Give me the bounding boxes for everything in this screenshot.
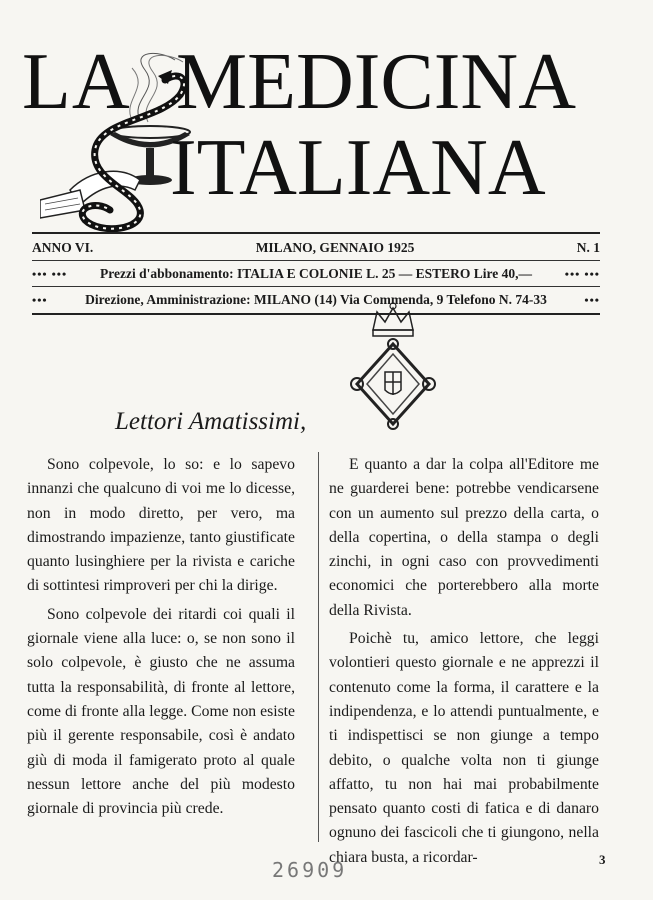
issue-info bbox=[32, 240, 600, 256]
article-heading: Lettori Amatissimi, bbox=[115, 408, 307, 435]
savoy-crown-knot-emblem-icon bbox=[345, 300, 441, 430]
paragraph: Sono colpevole, lo so: e lo sapevo innanzi che qualcuno di voi me lo dicesse, non in modo diretto, per vero, ma dimostrando impazienze, tanto giustificate quanto lusinghiere per la rivista e cariche di sottintesi rimproveri per chi la dirige. bbox=[27, 456, 295, 595]
ornament-dots: ••• bbox=[32, 293, 48, 307]
masthead-title-italiana: ITALIANA bbox=[170, 124, 546, 212]
rule-top bbox=[32, 232, 600, 234]
issue-number: N. 1 bbox=[576, 240, 600, 255]
office-text: Direzione, Amministrazione: MILANO (14) Via Commenda, 9 Telefono N. 74-33 bbox=[85, 292, 547, 307]
page-number: 3 bbox=[599, 852, 606, 867]
article-column-right bbox=[329, 453, 599, 870]
paragraph: Poichè tu, amico lettore, che leggi volontieri questo giornale e ne apprezzi il contenuto come la forma, il carattere e la indipendenza, e lo attendi puntualmente, e ti indispettisci se non giunge a tempo debito, o qualche volta non ti giunge affatto, tu non hai mai probabilmente pensato quanto costi di fatica e di danaro ognuno dei fascicoli che ti giungono, nella chiara busta, a ricordar- bbox=[329, 630, 599, 866]
masthead-title-la: LA bbox=[22, 38, 131, 126]
library-stamp-number: 26909 bbox=[272, 858, 348, 882]
rule-issue bbox=[32, 260, 600, 261]
column-divider bbox=[318, 452, 319, 842]
ornament-dots: ••• ••• bbox=[32, 267, 68, 281]
paragraph: Sono colpevole dei ritardi coi quali il giornale viene alla luce: o, se non sono il solo colpevole, è giusto che ne assuma tutta la responsabilità, di fronte al lettore, come di fronte alla legge. Come non esiste più il gerente responsabile, così è andato giù di moda il famigerato proto al quale nessun lettore anche del più modesto giornale di provincia più crede. bbox=[27, 605, 295, 818]
issue-year: ANNO VI. bbox=[32, 240, 94, 255]
rule-subscription bbox=[32, 286, 600, 287]
subscription-text: Prezzi d'abbonamento: ITALIA E COLONIE L. 25 — ESTERO Lire 40,— bbox=[99, 266, 533, 281]
article-column-left bbox=[27, 453, 295, 821]
ornament-dots: ••• ••• bbox=[564, 267, 600, 281]
office-strip bbox=[32, 292, 600, 308]
masthead-title-medicina: MEDICINA bbox=[176, 38, 576, 126]
masthead bbox=[0, 0, 653, 240]
issue-place-date: MILANO, GENNAIO 1925 bbox=[255, 240, 415, 255]
subscription-strip bbox=[32, 266, 600, 282]
rule-bottom bbox=[32, 313, 600, 315]
paragraph: E quanto a dar la colpa all'Editore me ne guarderei bene: potrebbe vendicarsene con un aumento sul prezzo della carta, o della copertina, o della stampa o degli zinchi, in ogni caso con provvedimenti economici che porterebbero alla morte della Rivista. bbox=[329, 456, 599, 619]
ornament-dots: ••• bbox=[584, 293, 600, 307]
